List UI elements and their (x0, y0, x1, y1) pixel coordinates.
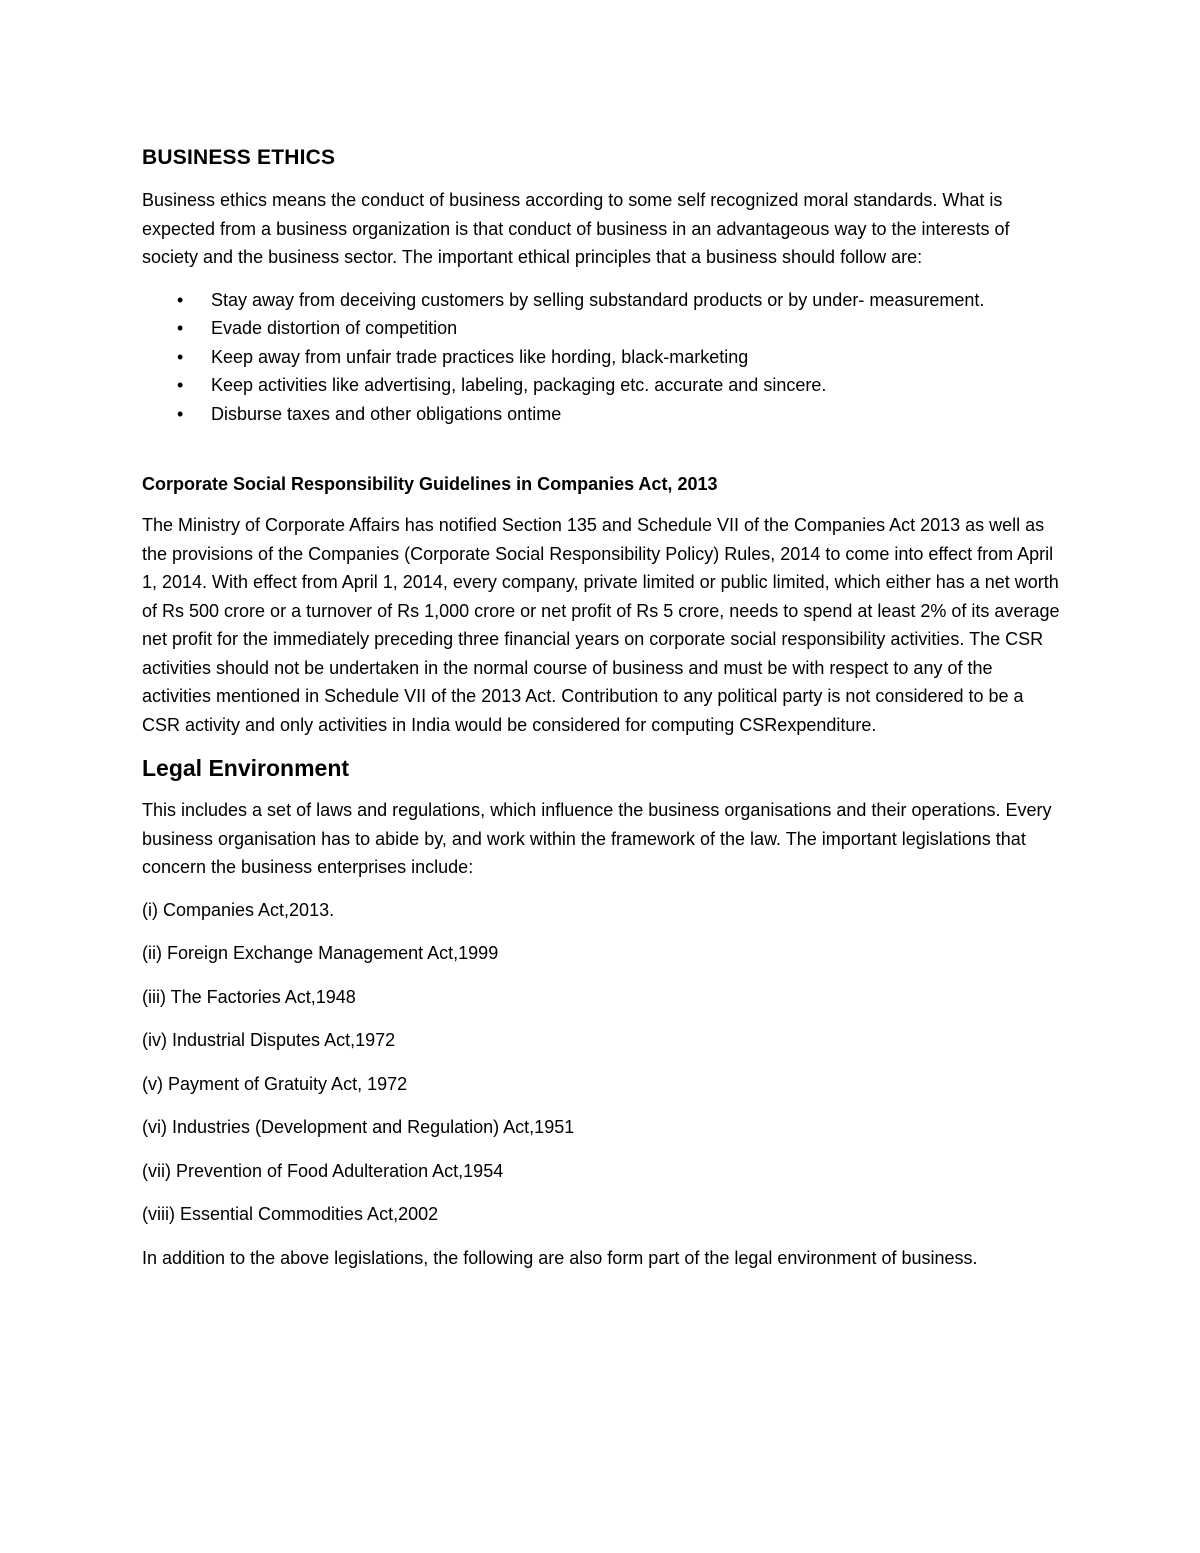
ethical-principles-list (142, 286, 1062, 429)
list-item: • Keep away from unfair trade practices like hording, black-marketing (142, 343, 1062, 372)
legal-environment-heading: Legal Environment (142, 755, 350, 781)
list-item: (vi) Industries (Development and Regulation) Act,1951 (142, 1117, 575, 1137)
bullet-icon: • (177, 318, 184, 338)
csr-body: The Ministry of Corporate Affairs has notified Section 135 and Schedule VII of the Companies Act 2013 as well as the provisions of the Companies (Corporate Social Responsibility Policy) Rules, 2014 to come into effect from April 1, 2014. With effect from April 1, 2014, every company, private limited or public limited, which either has a net worth of Rs 500 crore or a turnover of Rs 1,000 crore or net profit of Rs 5 crore, needs to spend at least 2% of its average net profit for the immediately preceding three financial years on corporate social responsibility activities. The CSR activities should not be undertaken in the normal course of business and must be with respect to any of the activities mentioned in Schedule VII of the 2013 Act. Contribution to any political party is not considered to be a CSR activity and only activities in India would be considered for computing CSRexpenditure. (142, 515, 1060, 735)
list-item: (viii) Essential Commodities Act,2002 (142, 1204, 439, 1224)
legislation-list (142, 896, 1062, 1229)
business-ethics-heading: BUSINESS ETHICS (142, 146, 336, 169)
document-page (142, 146, 1062, 1286)
business-ethics-intro: Business ethics means the conduct of business according to some self recognized moral standards. What is expected from a business organization is that conduct of business in an advantageous way to the interests of society and the business sector. The important ethical principles that a business should follow are: (142, 190, 1010, 267)
bullet-icon: • (177, 403, 184, 424)
legal-environment-intro: This includes a set of laws and regulations, which influence the business organisations and their operations. Every business organisation has to abide by, and work within the framework of the law. The important legislations that concern the business enterprises include: (142, 800, 1052, 877)
list-item: (vii) Prevention of Food Adulteration Act,1954 (142, 1160, 504, 1181)
list-item: (iii) The Factories Act,1948 (142, 986, 356, 1007)
list-item: (i) Companies Act,2013. (142, 899, 335, 920)
list-item: • Keep activities like advertising, labeling, packaging etc. accurate and sincere. (142, 371, 1062, 400)
list-item: • Disburse taxes and other obligations ontime (142, 400, 1062, 429)
list-item: • Evade distortion of competition (142, 314, 1062, 343)
list-item: (iv) Industrial Disputes Act,1972 (142, 1030, 396, 1050)
legal-environment-closing: In addition to the above legislations, the following are also form part of the legal environment of business. (142, 1247, 978, 1268)
bullet-icon: • (177, 289, 184, 310)
csr-heading: Corporate Social Responsibility Guidelines in Companies Act, 2013 (142, 474, 718, 494)
list-item: • Stay away from deceiving customers by selling substandard products or by under- measurement. (142, 286, 1062, 315)
bullet-icon: • (177, 375, 184, 395)
bullet-icon: • (177, 346, 184, 367)
list-item: (ii) Foreign Exchange Management Act,1999 (142, 943, 499, 963)
list-item: (v) Payment of Gratuity Act, 1972 (142, 1073, 408, 1094)
